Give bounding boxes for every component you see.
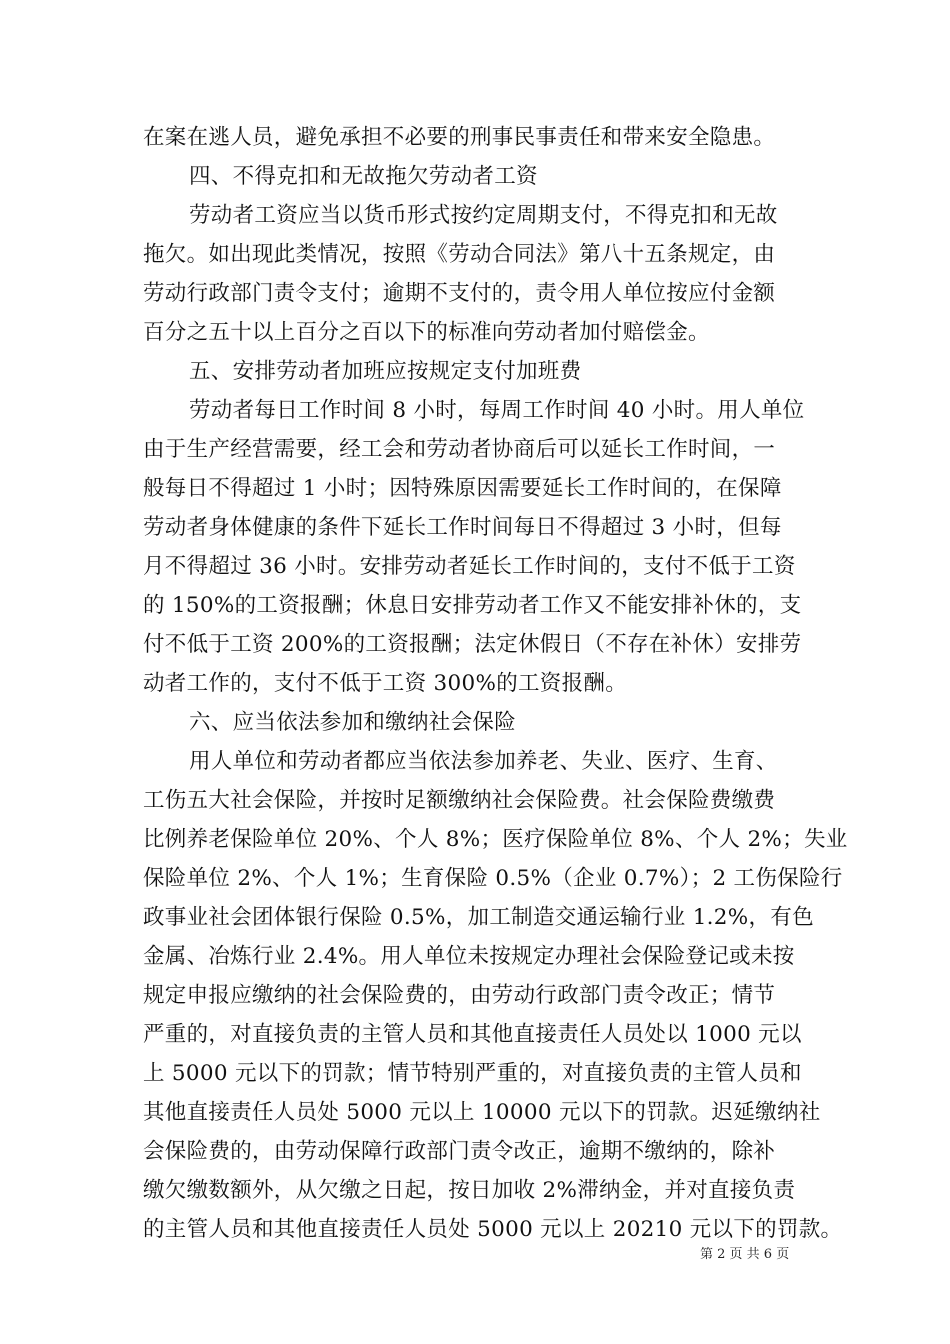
- text-line: 金属、冶炼行业 2.4%。用人单位未按规定办理社会保险登记或未按: [143, 944, 795, 969]
- text-line: 拖欠。如出现此类情况，按照《劳动合同法》第八十五条规定，由: [143, 242, 776, 267]
- text-line: 般每日不得超过 1 小时；因特殊原因需要延长工作时间的，在保障: [143, 476, 782, 501]
- text-line: 劳动者每日工作时间 8 小时，每周工作时间 40 小时。用人单位: [189, 398, 805, 423]
- text-line: 月不得超过 36 小时。安排劳动者延长工作时间的，支付不低于工资: [143, 554, 796, 579]
- text-line: 劳动者工资应当以货币形式按约定周期支付，不得克扣和无故: [189, 203, 778, 228]
- page-number: 第 2 页 共 6 页: [700, 1247, 790, 1262]
- text-line: 百分之五十以上百分之百以下的标准向劳动者加付赔偿金。: [143, 320, 710, 345]
- text-line: 在案在逃人员，避免承担不必要的刑事民事责任和带来安全隐患。: [143, 125, 776, 150]
- text-line: 上 5000 元以下的罚款；情节特别严重的，对直接负责的主管人员和: [143, 1061, 802, 1086]
- text-line: 严重的，对直接负责的主管人员和其他直接责任人员处以 1000 元以: [143, 1022, 802, 1047]
- section-heading-5: 五、安排劳动者加班应按规定支付加班费: [189, 359, 582, 384]
- text-line: 政事业社会团体银行保险 0.5%，加工制造交通运输行业 1.2%，有色: [143, 905, 814, 930]
- text-line: 劳动行政部门责令支付；逾期不支付的，责令用人单位按应付金额: [143, 281, 776, 306]
- text-line: 由于生产经营需要，经工会和劳动者协商后可以延长工作时间，一: [143, 437, 776, 462]
- text-line: 规定申报应缴纳的社会保险费的，由劳动行政部门责令改正；情节: [143, 983, 776, 1008]
- text-line: 动者工作的，支付不低于工资 300%的工资报酬。: [143, 671, 628, 696]
- text-line: 用人单位和劳动者都应当依法参加养老、失业、医疗、生育、: [189, 749, 778, 774]
- document-body: [143, 118, 848, 1249]
- text-line: 其他直接责任人员处 5000 元以上 10000 元以下的罚款。迟延缴纳社: [143, 1100, 821, 1125]
- text-line: 劳动者身体健康的条件下延长工作时间每日不得超过 3 小时，但每: [143, 515, 782, 540]
- text-line: 付不低于工资 200%的工资报酬；法定休假日（不存在补休）安排劳: [143, 632, 802, 657]
- text-line: 的 150%的工资报酬；休息日安排劳动者工作又不能安排补休的，支: [143, 593, 802, 618]
- text-line: 的主管人员和其他直接责任人员处 5000 元以上 20210 元以下的罚款。: [143, 1217, 843, 1242]
- section-heading-4: 四、不得克扣和无故拖欠劳动者工资: [189, 164, 538, 189]
- text-line: 工伤五大社会保险，并按时足额缴纳社会保险费。社会保险费缴费: [143, 788, 776, 813]
- text-line: 保险单位 2%、个人 1%；生育保险 0.5%（企业 0.7%）；2 工伤保险行: [143, 866, 843, 891]
- text-line: 会保险费的，由劳动保障行政部门责令改正，逾期不缴纳的，除补: [143, 1139, 776, 1164]
- section-heading-6: 六、应当依法参加和缴纳社会保险: [189, 710, 517, 735]
- text-line: 比例养老保险单位 20%、个人 8%；医疗保险单位 8%、个人 2%；失业: [143, 827, 848, 852]
- text-line: 缴欠缴数额外，从欠缴之日起，按日加收 2%滞纳金，并对直接负责: [143, 1178, 796, 1203]
